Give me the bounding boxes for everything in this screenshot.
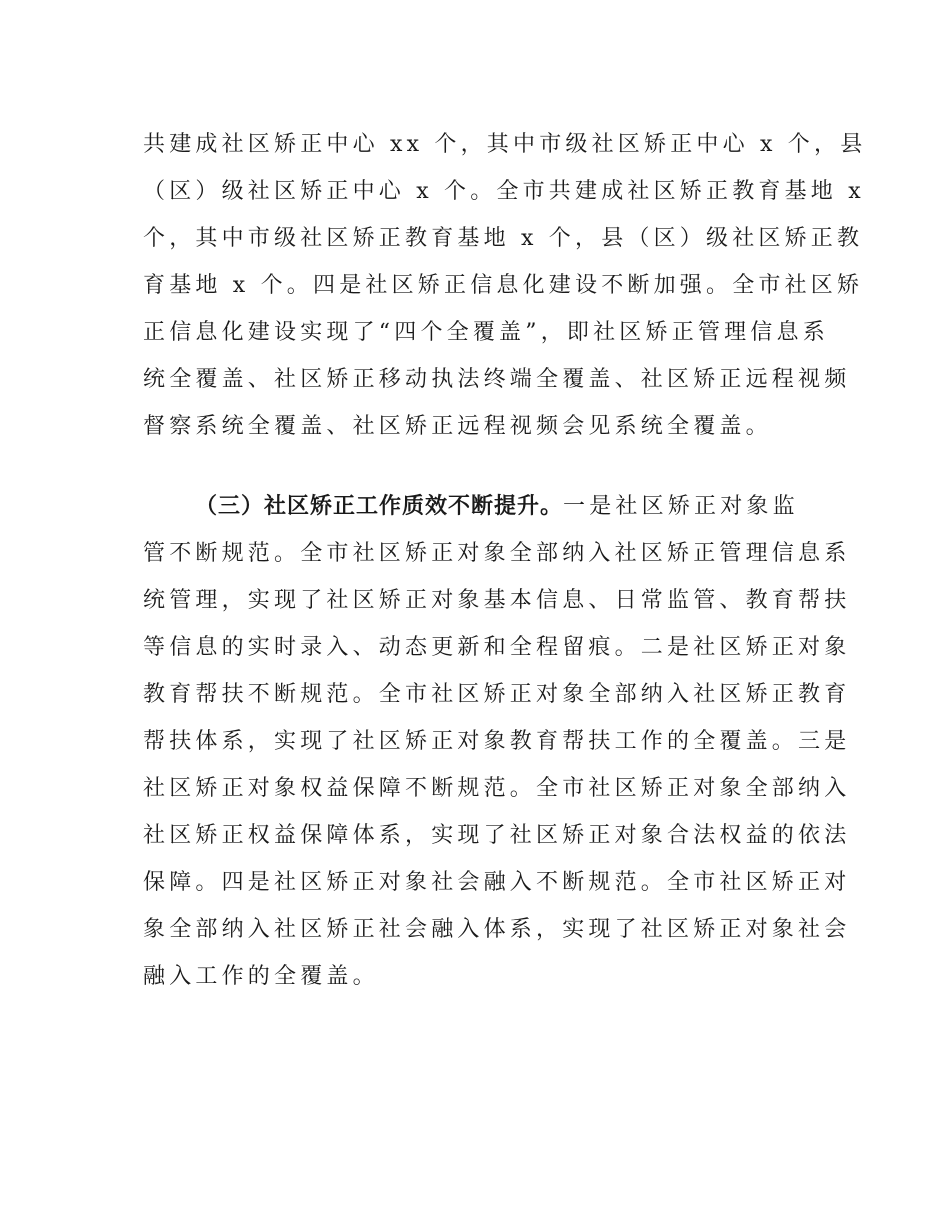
paragraph-line: 正信息化建设实现了“四个全覆盖”，即社区矫正管理信息系 (143, 320, 829, 345)
paragraph-line: 管不断规范。全市社区矫正对象全部纳入社区矫正管理信息系 (143, 541, 851, 566)
paragraph-line: 个，其中市级社区矫正教育基地 x 个，县（区）级社区矫正教 (143, 226, 864, 251)
paragraph-line: 社区矫正权益保障体系，实现了社区矫正对象合法权益的依法 (143, 823, 851, 848)
paragraph-line: 统全覆盖、社区矫正移动执法终端全覆盖、社区矫正远程视频 (143, 367, 851, 392)
paragraph-line: （区）级社区矫正中心 x 个。全市共建成社区矫正教育基地 x (143, 179, 865, 204)
paragraph-work-quality-improvement (143, 483, 851, 1000)
paragraph-line: 统管理，实现了社区矫正对象基本信息、日常监管、教育帮扶 (143, 588, 851, 613)
paragraph-first-line (143, 483, 811, 530)
section-heading: （三）社区矫正工作质效不断提升。 (195, 494, 564, 519)
paragraph-community-correction-infrastructure (143, 121, 867, 450)
paragraph-line: 育基地 x 个。四是社区矫正信息化建设不断加强。全市社区矫 (143, 273, 864, 298)
paragraph-line: 社区矫正对象权益保障不断规范。全市社区矫正对象全部纳入 (143, 776, 851, 801)
paragraph-line: 帮扶体系，实现了社区矫正对象教育帮扶工作的全覆盖。三是 (143, 729, 851, 754)
paragraph-line: 教育帮扶不断规范。全市社区矫正对象全部纳入社区矫正教育 (143, 682, 851, 707)
paragraph-line: 融入工作的全覆盖。 (143, 964, 379, 989)
paragraph-line: 象全部纳入社区矫正社会融入体系，实现了社区矫正对象社会 (143, 917, 851, 942)
paragraph-line: 保障。四是社区矫正对象社会融入不断规范。全市社区矫正对 (143, 870, 851, 895)
paragraph-first-line-text: 一是社区矫正对象监 (563, 494, 799, 519)
paragraph-line: 共建成社区矫正中心 xx 个，其中市级社区矫正中心 x 个，县 (143, 132, 867, 157)
paragraph-line: 等信息的实时录入、动态更新和全程留痕。二是社区矫正对象 (143, 635, 851, 660)
paragraph-line: 督察系统全覆盖、社区矫正远程视频会见系统全覆盖。 (143, 414, 772, 439)
